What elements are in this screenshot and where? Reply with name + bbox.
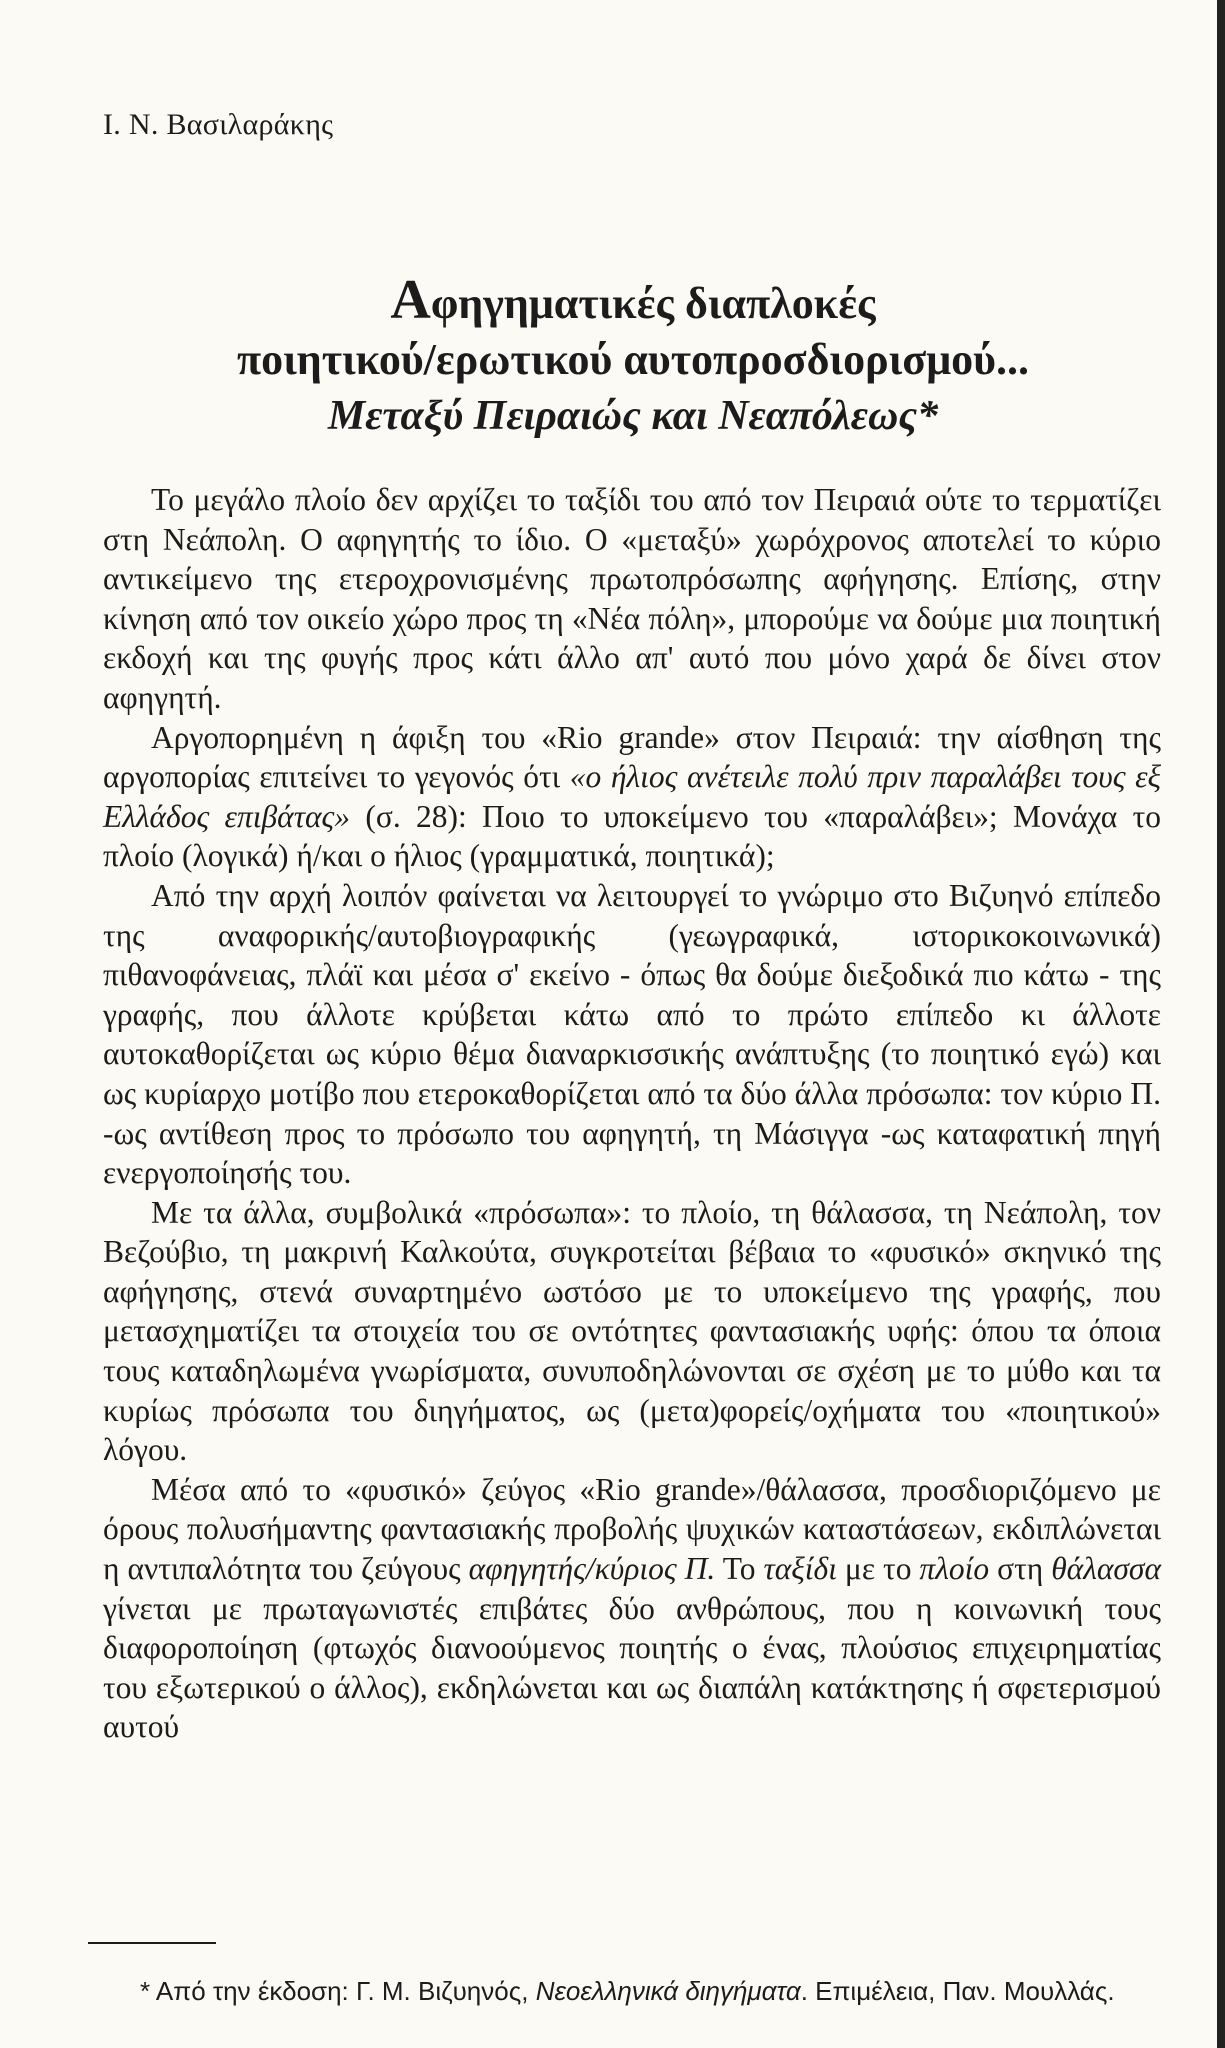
paragraph-3: Από την αρχή λοιπόν φαίνεται να λειτουργεί το γνώριμο στο Βιζυηνό επίπεδο της αναφορικής/αυτοβιογραφικής (γεωγραφικά, ιστορικοκοινωνικά) πιθανοφάνειας, πλάϊ και μέσα σ' εκείνο - όπως θα δούμε διεξοδικά πιο κάτω - της γραφής, που άλλοτε κρύβεται κάτω από το πρώτο επίπεδο κι άλλοτε αυτοκαθορίζεται ως κύριο θέμα διαναρκισσικής ανάπτυξης (το ποιητικό εγώ) και ως κυρίαρχο μοτίβο που ετεροκαθορίζεται από τα δύο άλλα πρόσωπα: τον κύριο Π. -ως αντίθεση προς το πρόσωπο του αφηγητή, τη Μάσιγγα -ως καταφατική πηγή ενεργοποίησής του. <box>103 877 1161 1191</box>
paragraph-5-text-d: στη <box>989 1551 1052 1587</box>
paragraph-4: Με τα άλλα, συμβολικά «πρόσωπα»: το πλοίο, τη θάλασσα, τη Νεάπολη, τον Βεζούβιο, τη μακρινή Καλκούτα, συγκροτείται βέβαια το «φυσικό» σκηνικό της αφήγησης, στενά συναρτημένο ωστόσο με το υποκείμενο της γραφής, που μετασχηματίζει τα στοιχεία του σε οντότητες φαντασιακής υφής: όπου τα όποια τους καταδηλωμένα γνωρίσματα, συνυποδηλώνονται σε σχέση με το μύθο και τα κυρίως πρόσωπα του διηγήματος, ως (μετα)φορείς/οχήματα του «ποιητικού» λόγου. <box>103 1194 1161 1468</box>
paragraph-5-text-b: Το <box>715 1551 764 1587</box>
paragraph-5-emph-3: πλοίο <box>919 1551 990 1587</box>
footnote-suffix: . Επιμέλεια, Παν. Μουλλάς. <box>800 1976 1115 2006</box>
paragraph-5-emph-1: αφηγητής/κύριος Π. <box>468 1551 716 1587</box>
paragraph-5-emph-2: ταξίδι <box>763 1551 837 1587</box>
article-body <box>103 480 1161 1747</box>
paragraph-2-quote: «ο ήλιος ανέτειλε πολύ πριν παραλάβει τους εξ Ελλάδος επιβάτας» <box>103 759 1161 834</box>
title-line-1 <box>103 269 1163 332</box>
article-subtitle: Μεταξύ Πειραιώς και Νεαπόλεως* <box>327 393 939 439</box>
paragraph-2-text-b: (σ. 28): Ποιο το υποκείμενο του «παραλάβει»; Μονάχα το πλοίο (λογικά) ή/και ο ήλιος (γραμματικά, ποιητικά); <box>103 798 1161 874</box>
paragraph-5 <box>103 1470 1161 1747</box>
paragraph-5-emph-4: θάλασσα <box>1051 1551 1161 1587</box>
paragraph-1: Το μεγάλο πλοίο δεν αρχίζει το ταξίδι του από τον Πειραιά ούτε το τερματίζει στη Νεάπολη. Ο αφηγητής το ίδιο. Ο «μεταξύ» χωρόχρονος αποτελεί το κύριο αντικείμενο της ετεροχρονισμένης πρωτοπρόσωπης αφήγησης. Επίσης, στην κίνηση από τον οικείο χώρο προς τη «Νέα πόλη», μπορούμε να δούμε μια ποιητική εκδοχή και της φυγής προς κάτι άλλο απ' αυτό που μόνο χαρά δε δίνει στον αφηγητή. <box>103 482 1161 715</box>
paragraph-5-text-c: με το <box>836 1551 920 1587</box>
footnote-prefix: * Από την έκδοση: Γ. Μ. Βιζυηνός, <box>140 1976 536 2006</box>
paragraph-2-text-a: Αργοπορημένη η άφιξη του «Rio grande» στον Πειραιά: την αίσθηση της αργοπορίας επιτείνει το γεγονός ότι <box>103 719 1161 795</box>
footnote-book-title: Νεοελληνικά διηγήματα <box>535 1976 801 2006</box>
paragraph-2 <box>103 718 1161 876</box>
title-line-1-rest: φηγηματικές διαπλοκές <box>430 279 876 328</box>
footnote <box>140 1976 1170 2007</box>
title-initial: Α <box>390 269 431 331</box>
footnote-rule <box>88 1942 216 1944</box>
article-title <box>103 269 1163 444</box>
paragraph-5-text-a: Μέσα από το «φυσικό» ζεύγος «Rio grande»/θάλασσα, προσδιοριζόμενο με όρους πολυσήμαντης φαντασιακής προβολής ψυχικών καταστάσεων, εκδιπλώνεται η αντιπαλότητα του ζεύγους <box>103 1471 1161 1587</box>
page-edge <box>1217 0 1225 2048</box>
paragraph-5-text-e: γίνεται με πρωταγωνιστές επιβάτες δύο ανθρώπους, που η κοινωνική τους διαφοροποίηση (φτωχός διανοούμενος ποιητής ο ένας, πλούσιος επιχειρηματίας του εξωτερικού ο άλλος), εκδηλώνεται και ως διαπάλη κατάκτησης ή σφετερισμού αυτού <box>103 1590 1161 1745</box>
title-line-2: ποιητικού/ερωτικού αυτοπροσδιορισμού... <box>237 335 1029 384</box>
running-header-author: Ι. Ν. Βασιλαράκης <box>103 108 334 141</box>
